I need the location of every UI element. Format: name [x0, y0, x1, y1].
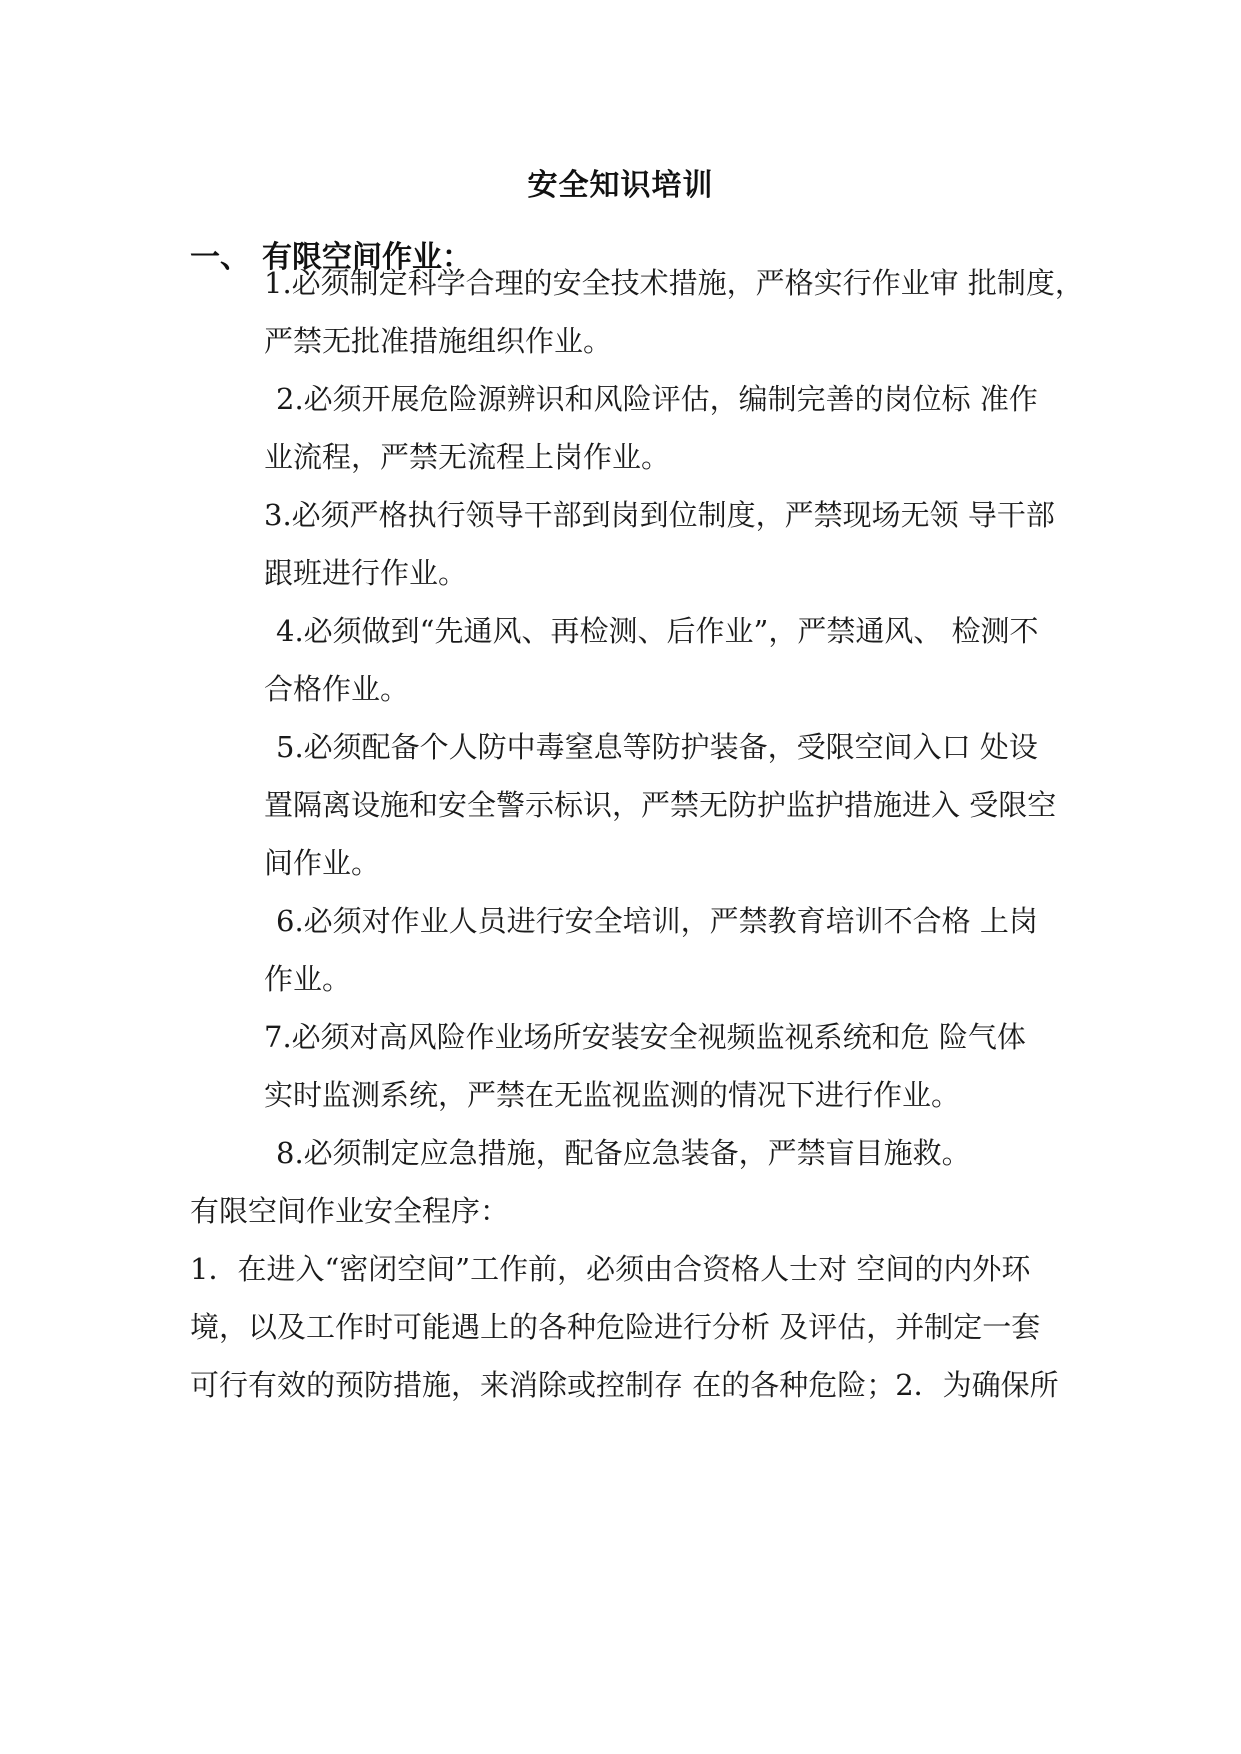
paragraph-line: 实时监测系统，严禁在无监视监测的情况下进行作业。	[264, 1078, 961, 1112]
paragraph-line: 置隔离设施和安全警示标识，严禁无防护监护措施进入 受限空	[264, 788, 1057, 822]
subsection-heading: 有限空间作业安全程序：	[190, 1194, 510, 1228]
paragraph-line: 作业。	[264, 962, 352, 996]
paragraph-line: 2.必须开展危险源辨识和风险评估，编制完善的岗位标 准作	[276, 382, 1038, 416]
document-title: 安全知识培训	[527, 168, 714, 203]
paragraph-line: 3.必须严格执行领导干部到岗到位制度，严禁现场无领 导干部	[264, 498, 1055, 532]
paragraph-line: 8.必须制定应急措施，配备应急装备，严禁盲目施救。	[276, 1136, 971, 1170]
paragraph-line: 可行有效的预防措施，来消除或控制存 在的各种危险；2．为确保所	[190, 1368, 1059, 1402]
paragraph-line: 1．在进入“密闭空间”工作前，必须由合资格人士对 空间的内外环	[190, 1252, 1031, 1286]
paragraph-line: 4.必须做到“先通风、再检测、后作业”，严禁通风、 检测不	[276, 614, 1039, 648]
section-heading-text: 有限空间作业：	[262, 240, 472, 275]
paragraph-line: 严禁无批准措施组织作业。	[264, 324, 613, 358]
paragraph-line: 境，以及工作时可能遇上的各种危险进行分析 及评估，并制定一套	[190, 1310, 1041, 1344]
paragraph-line: 间作业。	[264, 846, 381, 880]
paragraph-line: 业流程，严禁无流程上岗作业。	[264, 440, 671, 474]
paragraph-line: 1.必须制定科学合理的安全技术措施，严格实行作业审 批制度，	[264, 266, 1084, 300]
paragraph-line: 6.必须对作业人员进行安全培训，严禁教育培训不合格 上岗	[276, 904, 1038, 938]
section-number: 一、	[190, 240, 250, 275]
paragraph-line: 5.必须配备个人防中毒窒息等防护装备，受限空间入口 处设	[276, 730, 1038, 764]
paragraph-line: 合格作业。	[264, 672, 410, 706]
paragraph-line: 跟班进行作业。	[264, 556, 468, 590]
paragraph-line: 7.必须对高风险作业场所安装安全视频监视系统和危 险气体	[264, 1020, 1026, 1054]
